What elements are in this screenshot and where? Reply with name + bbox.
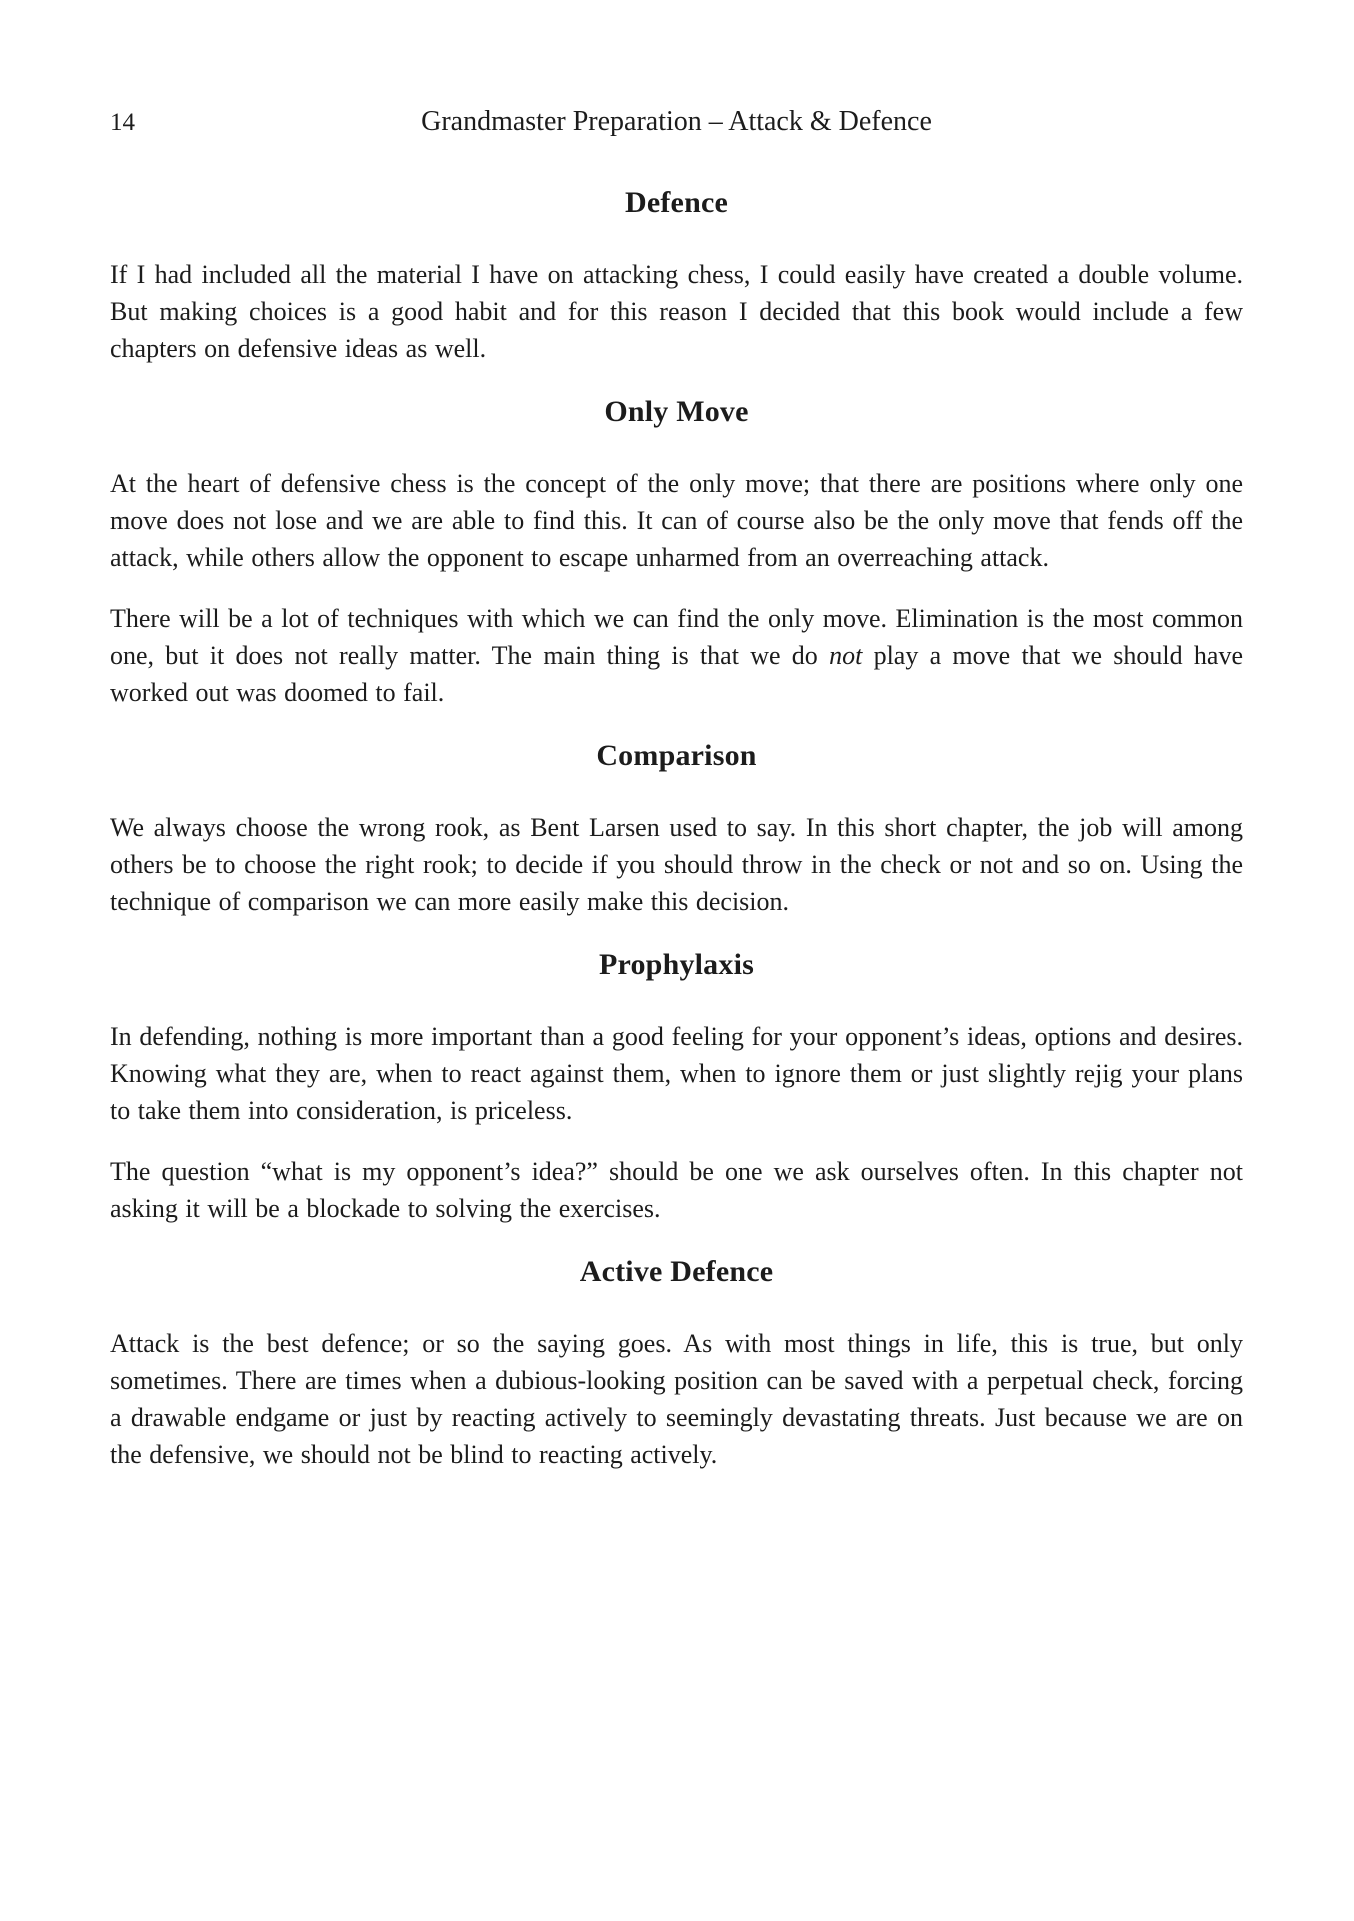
paragraph: At the heart of defensive chess is the concept of the only move; that there are positions where only one move does not lose and we are able to find this. It can of course also be the only move that fends off the attack, while others allow the opponent to escape unharmed from an overreaching attack. [110, 469, 1243, 572]
section-defence [110, 184, 1243, 367]
section-heading-active-defence: Active Defence [579, 1255, 774, 1288]
section-heading-prophylaxis: Prophylaxis [598, 948, 754, 981]
paragraph: The question “what is my opponent’s idea?” should be one we ask ourselves often. In this chapter not asking it will be a blockade to solving the exercises. [110, 1157, 1243, 1223]
paragraph: We always choose the wrong rook, as Bent Larsen used to say. In this short chapter, the job will among others be to choose the right rook; to decide if you should throw in the check or not and so on. Using the technique of comparison we can more easily make this decision. [110, 813, 1243, 916]
section-active-defence [110, 1253, 1243, 1473]
paragraph: If I had included all the material I have on attacking chess, I could easily have created a double volume. But making choices is a good habit and for this reason I decided that this book would include a few chapters on defensive ideas as well. [110, 260, 1243, 363]
page-number: 14 [110, 109, 135, 136]
section-only-move [110, 393, 1243, 711]
paragraph: In defending, nothing is more important than a good feeling for your opponent’s ideas, options and desires. Knowing what they are, when to react against them, when to ignore them or just slightly rejig your plans to take them into consideration, is priceless. [110, 1022, 1243, 1125]
running-title: Grandmaster Preparation – Attack & Defence [421, 106, 932, 137]
section-heading-only-move: Only Move [604, 395, 749, 428]
paragraph: Attack is the best defence; or so the saying goes. As with most things in life, this is true, but only sometimes. There are times when a dubious-looking position can be saved with a perpetual check, forcing a drawable endgame or just by reacting actively to seemingly devastating threats. Just because we are on the defensive, we should not be blind to reacting actively. [110, 1329, 1243, 1469]
section-heading-defence: Defence [624, 186, 728, 219]
section-heading-comparison: Comparison [596, 739, 757, 772]
italic-word: not [829, 641, 863, 670]
paragraph-text: There will be a lot of techniques with which we can find the only move. Elimination is the most common one, but it does not really matter. The main thing is that we do [110, 604, 1243, 670]
paragraph-text: play a move that we should have worked out was doomed to fail. [110, 641, 1243, 707]
page-header [110, 105, 1243, 139]
section-comparison [110, 737, 1243, 920]
section-prophylaxis [110, 946, 1243, 1227]
paragraph [110, 600, 1243, 711]
